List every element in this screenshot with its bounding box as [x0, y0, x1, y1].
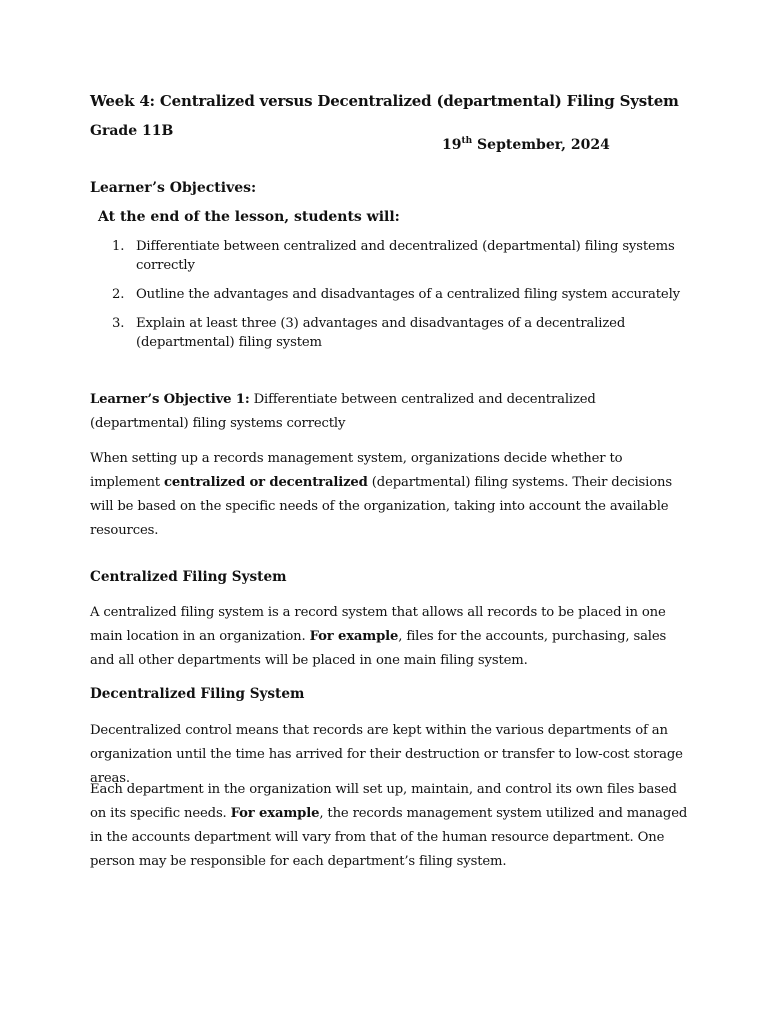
decentralized-paragraph-1: Decentralized control means that records are kept within the various departments of an organization until the time has arrived for their destruction or transfer to low-cost storage areas.: [90, 723, 683, 786]
intro-emphasis: centralized or decentralized: [163, 475, 368, 490]
objective-item: [112, 237, 692, 275]
centralized-heading: Centralized Filing System: [90, 569, 287, 585]
centralized-paragraph: [90, 601, 690, 673]
objective-number: 3.: [112, 316, 125, 331]
objectives-intro: At the end of the lesson, students will:: [98, 209, 400, 225]
objective-item: [112, 314, 692, 352]
date-suffix: th: [461, 136, 473, 146]
objective-1-paragraph: [90, 388, 690, 436]
decentralized-heading: Decentralized Filing System: [90, 686, 305, 702]
objective-text: Explain at least three (3) advantages and disadvantages of a decentralized (departmental) filing system: [136, 316, 626, 350]
objective-text: Outline the advantages and disadvantages of a centralized filing system accurately: [136, 287, 680, 302]
objectives-heading: Learner’s Objectives:: [90, 180, 257, 196]
decentralized-example-label: For example: [230, 806, 320, 821]
intro-text-end: (departmental) filing systems. Their decisions will be based on the specific needs of the organization, taking into account the available resources.: [90, 475, 672, 538]
decentralized-text-end: , the records management system utilized and managed in the accounts department will vary from that of the human resource department. One person may be responsible for each department’s filing system.: [90, 806, 688, 869]
decentralized-paragraph-2: [90, 778, 690, 874]
date-day: 19: [442, 137, 462, 153]
page-title: Week 4: Centralized versus Decentralized (departmental) Filing System: [90, 92, 679, 110]
date-month-year: September, 2024: [472, 137, 610, 153]
grade-label: Grade 11B: [90, 123, 174, 139]
centralized-example-label: For example: [309, 629, 399, 644]
centralized-text-end: , files for the accounts, purchasing, sales and all other departments will be placed in one main filing system.: [90, 629, 667, 668]
objectives-list: [112, 237, 692, 362]
intro-text: When setting up a records management system, organizations decide whether to implement: [90, 451, 623, 490]
intro-paragraph: [90, 447, 690, 543]
lesson-date: [442, 137, 610, 153]
objective-text: Differentiate between centralized and decentralized (departmental) filing systems correctly: [136, 239, 675, 273]
objective-item: [112, 285, 692, 304]
objective-1-text: Differentiate between centralized and decentralized (departmental) filing systems correctly: [90, 392, 596, 431]
objective-1-label: Learner’s Objective 1:: [90, 392, 250, 407]
centralized-text: A centralized filing system is a record system that allows all records to be placed in one main location in an organization.: [90, 605, 666, 644]
decentralized-text: Each department in the organization will set up, maintain, and control its own files based on its specific needs.: [90, 782, 677, 821]
objective-number: 1.: [112, 239, 125, 254]
objective-number: 2.: [112, 287, 125, 302]
